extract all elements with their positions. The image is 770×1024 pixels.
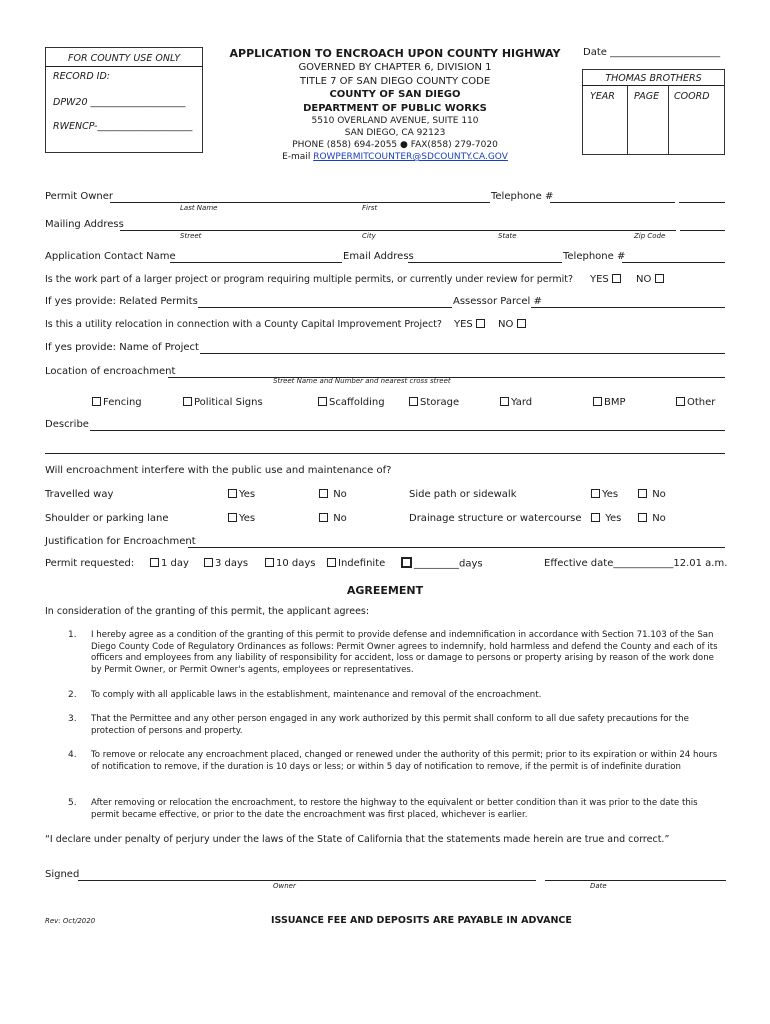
agreement-item-2: To comply with all applicable laws in the establishment, maintenance and removal of the encroachment.: [91, 690, 542, 700]
thomas-year: YEAR: [590, 91, 615, 102]
email-label: E-mail: [282, 152, 314, 162]
project-name-input[interactable]: [200, 353, 725, 354]
assessor-parcel-label: Assessor Parcel #: [453, 296, 542, 307]
travelled-way-yes[interactable]: Yes: [228, 489, 255, 500]
agreement-item-1: I hereby agree as a condition of the granting of this permit to provide defense and indemnification in accordance with Section 71.103 of the San Diego County Code of Regulatory Ordinances as follows: Permit Owner agrees to indemnify, hold harmless and defend the County and each of its officers and employees from any liability of responsibility for accident, loss or damage to persons or property arising by reason of the work done by Permit Owner, or Permit Owner's agents, employees or representatives.: [91, 630, 718, 675]
permit-custom-days-checkbox[interactable]: [401, 557, 412, 568]
contact-telephone-label: Telephone #: [563, 251, 626, 262]
issuance-notice: ISSUANCE FEE AND DEPOSITS ARE PAYABLE IN ADVANCE: [271, 915, 572, 926]
sidewalk-label: Side path or sidewalk: [409, 489, 517, 500]
utility-no-checkbox[interactable]: [517, 319, 526, 328]
shoulder-no[interactable]: No: [319, 513, 347, 524]
thomas-divider: [582, 85, 725, 86]
thomas-title: THOMAS BROTHERS: [605, 73, 702, 84]
other-checkbox[interactable]: [676, 397, 685, 406]
larger-project-yes-checkbox[interactable]: [612, 274, 621, 283]
justification-label: Justification for Encroachment: [45, 536, 196, 547]
larger-project-question: Is the work part of a larger project or program requiring multiple permits, or currently under review for permit?: [45, 274, 574, 285]
sidewalk-no-checkbox[interactable]: [638, 489, 647, 498]
related-permits-input[interactable]: [198, 307, 452, 308]
agreement-item-3-number: 3.: [68, 714, 77, 724]
signed-label: Signed: [45, 869, 80, 880]
type-fencing[interactable]: Fencing: [92, 397, 142, 408]
drainage-yes-checkbox[interactable]: [591, 513, 600, 522]
agreement-item-2-number: 2.: [68, 690, 77, 700]
signature-date-input[interactable]: [545, 880, 726, 881]
rwencp-field[interactable]: RWENCP-____________________: [53, 121, 193, 132]
agreement-item-4-number: 4.: [68, 750, 77, 760]
type-scaffolding[interactable]: Scaffolding: [318, 397, 385, 408]
type-bmp[interactable]: BMP: [593, 397, 626, 408]
owner-telephone-input[interactable]: [550, 202, 675, 203]
email-link[interactable]: ROWPERMITCOUNTER@SDCOUNTY.CA.GOV: [313, 152, 508, 162]
political-signs-checkbox[interactable]: [183, 397, 192, 406]
effective-date-field[interactable]: Effective date____________12.01 a.m.: [544, 558, 728, 569]
header-address: 5510 OVERLAND AVENUE, SUITE 110: [311, 116, 479, 126]
drainage-no-checkbox[interactable]: [638, 513, 647, 522]
justification-input[interactable]: [188, 547, 725, 548]
permit-3-days-checkbox[interactable]: [204, 558, 213, 567]
yard-checkbox[interactable]: [500, 397, 509, 406]
utility-yes-checkbox[interactable]: [476, 319, 485, 328]
larger-project-no-checkbox[interactable]: [655, 274, 664, 283]
mailing-address-input[interactable]: [120, 230, 676, 231]
interfere-question: Will encroachment interfere with the public use and maintenance of?: [45, 465, 392, 476]
storage-checkbox[interactable]: [409, 397, 418, 406]
header-line-3: COUNTY OF SAN DIEGO: [329, 89, 461, 100]
type-yard[interactable]: Yard: [500, 397, 532, 408]
agreement-item-1-number: 1.: [68, 630, 77, 640]
permit-10-days-checkbox[interactable]: [265, 558, 274, 567]
describe-input-line-2[interactable]: [45, 453, 725, 454]
travelled-way-yes-checkbox[interactable]: [228, 489, 237, 498]
revision-label: Rev: Oct/2020: [45, 917, 96, 925]
permit-1-day-checkbox[interactable]: [150, 558, 159, 567]
type-political-signs[interactable]: Political Signs: [183, 397, 263, 408]
related-permits-label: If yes provide: Related Permits: [45, 296, 198, 307]
sidewalk-yes-checkbox[interactable]: [591, 489, 600, 498]
drainage-label: Drainage structure or watercourse: [409, 513, 582, 524]
drainage-yes[interactable]: Yes: [591, 513, 621, 524]
header-phone: PHONE (858) 694-2055 ● FAX(858) 279-7020: [292, 140, 498, 150]
contact-email-label: Email Address: [343, 251, 414, 262]
date-hint: Date: [590, 882, 607, 890]
contact-name-input[interactable]: [170, 262, 342, 263]
describe-label: Describe: [45, 419, 89, 430]
assessor-parcel-input[interactable]: [531, 307, 725, 308]
permit-10-days[interactable]: 10 days: [265, 558, 316, 569]
shoulder-yes-checkbox[interactable]: [228, 513, 237, 522]
signature-input[interactable]: [78, 880, 536, 881]
contact-email-input[interactable]: [408, 262, 562, 263]
thomas-col-divider-1: [627, 86, 628, 155]
sidewalk-no[interactable]: No: [638, 489, 666, 500]
utility-no[interactable]: NO: [498, 319, 528, 330]
agreement-item-5-number: 5.: [68, 798, 77, 808]
shoulder-yes[interactable]: Yes: [228, 513, 255, 524]
header-city: SAN DIEGO, CA 92123: [344, 128, 446, 138]
describe-input[interactable]: [90, 430, 725, 431]
contact-name-label: Application Contact Name: [45, 251, 176, 262]
county-use-title: FOR COUNTY USE ONLY: [68, 53, 181, 64]
street-hint: Street: [180, 232, 202, 240]
perjury-declaration: “I declare under penalty of perjury under the laws of the State of California that the statements made herein are true and correct.”: [45, 834, 670, 845]
bmp-checkbox[interactable]: [593, 397, 602, 406]
permit-3-days[interactable]: 3 days: [204, 558, 248, 569]
owner-telephone-ext-input[interactable]: [679, 202, 725, 203]
drainage-no[interactable]: No: [638, 513, 666, 524]
permit-indefinite[interactable]: Indefinite: [327, 558, 385, 569]
permit-custom-days[interactable]: _________days: [401, 558, 483, 570]
header-email-line: [215, 152, 575, 162]
owner-hint: Owner: [273, 882, 296, 890]
larger-project-yes[interactable]: YES: [590, 274, 623, 285]
utility-relocation-question: Is this a utility relocation in connection with a County Capital Improvement Project?: [45, 319, 442, 330]
type-storage[interactable]: Storage: [409, 397, 459, 408]
city-hint: City: [362, 232, 376, 240]
agreement-item-3: That the Permittee and any other person engaged in any work authorized by this permit shall conform to all due safety precautions for the protection of persons and property.: [91, 714, 689, 736]
permit-indefinite-checkbox[interactable]: [327, 558, 336, 567]
thomas-page: PAGE: [634, 91, 660, 102]
agreement-title: AGREEMENT: [346, 584, 424, 597]
state-hint: State: [498, 232, 517, 240]
contact-telephone-input[interactable]: [622, 262, 725, 263]
scaffolding-checkbox[interactable]: [318, 397, 327, 406]
utility-yes[interactable]: YES: [454, 319, 487, 330]
header-line-1: GOVERNED BY CHAPTER 6, DIVISION 1: [298, 62, 492, 73]
first-name-hint: First: [362, 204, 378, 212]
date-field[interactable]: Date ______________________: [583, 47, 721, 58]
zip-hint: Zip Code: [634, 232, 666, 240]
mailing-address-label: Mailing Address: [45, 219, 124, 230]
agreement-item-4: To remove or relocate any encroachment placed, changed or renewed under the authority of this permit; prior to its expiration or within 24 hours of notification to remove, if the duration is 10 days or less; or within 5 day of notification to remove, if the permit is of indefinite duration: [91, 750, 718, 772]
sidewalk-yes[interactable]: Yes: [591, 489, 618, 500]
permit-requested-label: Permit requested:: [45, 558, 135, 569]
dpw20-field[interactable]: DPW20 ____________________: [53, 97, 186, 108]
record-id-label: RECORD ID:: [53, 71, 110, 82]
shoulder-no-checkbox[interactable]: [319, 513, 328, 522]
agreement-intro: In consideration of the granting of this permit, the applicant agrees:: [45, 606, 370, 617]
agreement-item-5: After removing or relocation the encroachment, to restore the highway to the equivalent or better condition than it was prior to the date this permit became effective, or prior to the date the encroachment was first placed, whichever is earlier.: [91, 798, 698, 820]
shoulder-label: Shoulder or parking lane: [45, 513, 169, 524]
type-other[interactable]: Other: [676, 397, 715, 408]
travelled-way-no[interactable]: No: [319, 489, 347, 500]
header-line-2: TITLE 7 OF SAN DIEGO COUNTY CODE: [299, 76, 491, 87]
travelled-way-no-checkbox[interactable]: [319, 489, 328, 498]
location-label: Location of encroachment: [45, 366, 176, 377]
larger-project-no[interactable]: NO: [636, 274, 666, 285]
fencing-checkbox[interactable]: [92, 397, 101, 406]
permit-1-day[interactable]: 1 day: [150, 558, 189, 569]
travelled-way-label: Travelled way: [45, 489, 114, 500]
project-name-label: If yes provide: Name of Project: [45, 342, 199, 353]
location-hint: Street Name and Number and nearest cross street: [273, 377, 451, 385]
owner-telephone-label: Telephone #: [491, 191, 554, 202]
form-title: APPLICATION TO ENCROACH UPON COUNTY HIGHWAY: [229, 47, 561, 60]
permit-owner-label: Permit Owner: [45, 191, 114, 202]
header-line-4: DEPARTMENT OF PUBLIC WORKS: [303, 103, 487, 114]
mailing-zip-input[interactable]: [680, 230, 725, 231]
thomas-coord: COORD: [674, 91, 710, 102]
county-use-divider: [45, 66, 203, 67]
permit-owner-input[interactable]: [110, 202, 490, 203]
thomas-col-divider-2: [668, 86, 669, 155]
last-name-hint: Last Name: [180, 204, 218, 212]
